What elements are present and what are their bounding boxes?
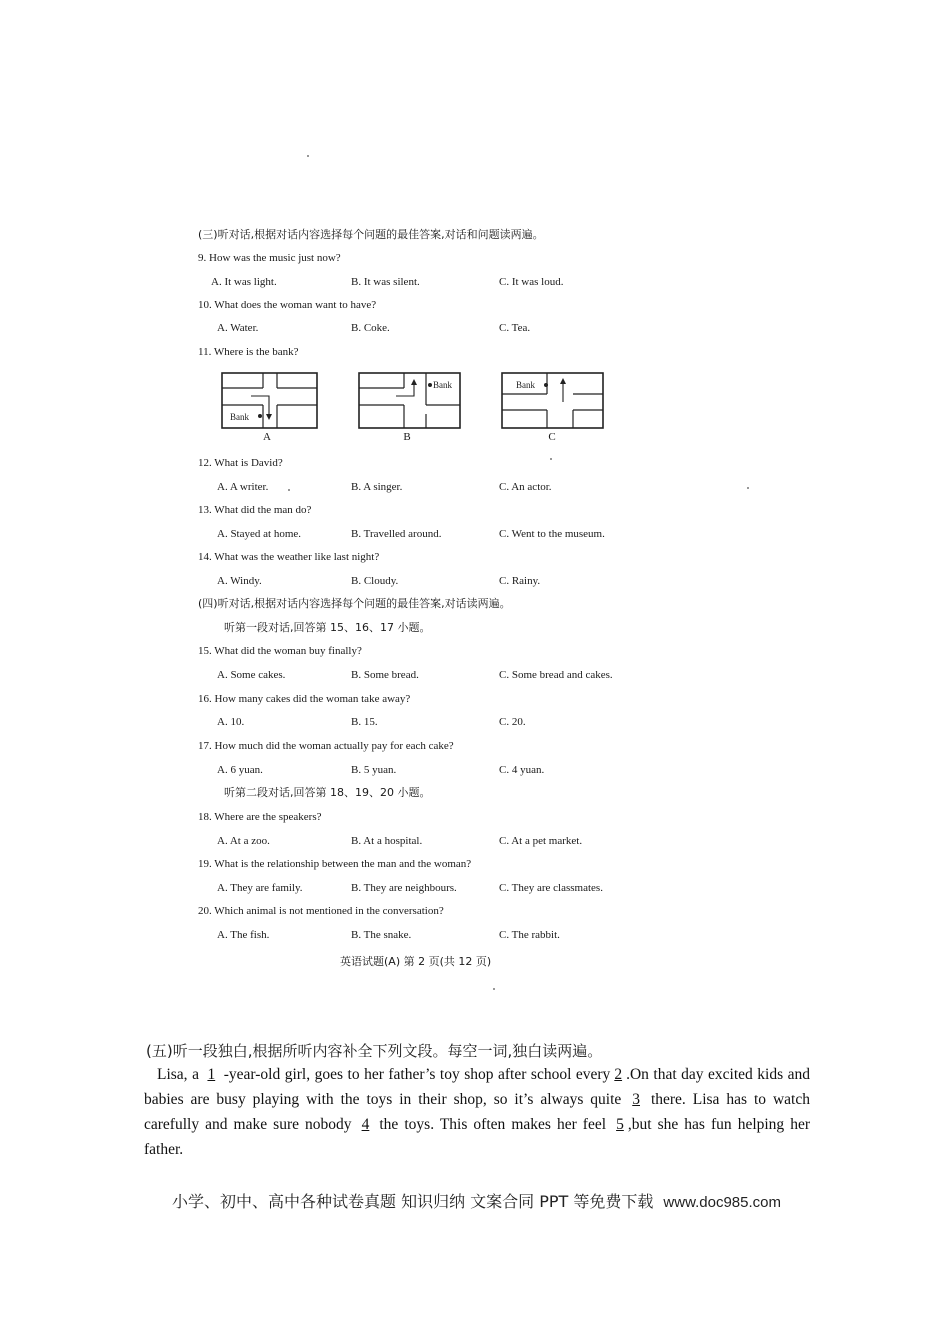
q17-option-b: B. 5 yuan. <box>351 764 397 776</box>
q14-option-c: C. Rainy. <box>499 575 541 587</box>
q20-option-a: A. The fish. <box>217 929 270 941</box>
passage-text: .On that day excited kids and babies are busy playing with the toys in their shop, so it’s always quite <box>144 1066 810 1108</box>
q16-option-b: B. 15. <box>351 716 378 728</box>
question-16: 16. How many cakes did the woman take away? <box>198 693 411 705</box>
ad-url-link[interactable]: www.doc985.com <box>663 1194 781 1211</box>
bank-label-c: Bank <box>516 380 535 390</box>
blank-1: 1 <box>207 1066 216 1083</box>
question-12: 12. What is David? <box>198 457 283 469</box>
question-19: 19. What is the relationship between the man and the woman? <box>198 858 472 870</box>
page-footer: 英语试题(A) 第 2 页(共 12 页) <box>340 955 492 968</box>
question-17: 17. How much did the woman actually pay for each cake? <box>198 740 454 752</box>
q19-option-b: B. They are neighbours. <box>351 882 457 894</box>
question-10: 10. What does the woman want to have? <box>198 299 377 311</box>
q18-option-b: B. At a hospital. <box>351 835 423 847</box>
q12-option-b: B. A singer. <box>351 481 403 493</box>
q17-option-a: A. 6 yuan. <box>217 764 263 776</box>
section4-sub2: 听第二段对话,回答第 18、19、20 小题。 <box>224 786 431 799</box>
q13-option-a: A. Stayed at home. <box>217 528 302 540</box>
section4-sub1: 听第一段对话,回答第 15、16、17 小题。 <box>224 621 431 634</box>
question-18: 18. Where are the speakers? <box>198 811 322 823</box>
q19-option-a: A. They are family. <box>217 882 303 894</box>
q15-option-b: B. Some bread. <box>351 669 419 681</box>
scan-speck <box>493 988 495 990</box>
question-15: 15. What did the woman buy finally? <box>198 645 362 657</box>
map-label-a: A <box>263 431 271 443</box>
scan-speck <box>307 155 309 157</box>
question-14: 14. What was the weather like last night? <box>198 551 380 563</box>
q15-option-a: A. Some cakes. <box>217 669 286 681</box>
map-label-c: C <box>548 431 556 443</box>
scan-speck <box>747 487 749 489</box>
q9-option-c: C. It was loud. <box>499 276 564 288</box>
question-9: 9. How was the music just now? <box>198 252 341 264</box>
q12-option-a: A. A writer. <box>217 481 269 493</box>
question-20: 20. Which animal is not mentioned in the conversation? <box>198 905 444 917</box>
passage-text: Lisa, a <box>157 1066 204 1083</box>
ad-text: 小学、初中、高中各种试卷真题 知识归纳 文案合同 PPT 等免费下载 <box>172 1192 654 1211</box>
map-label-b: B <box>403 431 411 443</box>
bank-label-b: Bank <box>433 380 452 390</box>
q15-option-c: C. Some bread and cakes. <box>499 669 613 681</box>
q18-option-a: A. At a zoo. <box>217 835 270 847</box>
q9-option-a: A. It was light. <box>211 276 277 288</box>
map-option-a <box>221 372 319 430</box>
download-ad-line <box>172 1189 781 1212</box>
q13-option-b: B. Travelled around. <box>351 528 442 540</box>
q20-option-b: B. The snake. <box>351 929 412 941</box>
passage-text: the toys. This often makes her feel <box>373 1116 613 1133</box>
q16-option-c: C. 20. <box>499 716 526 728</box>
q14-option-a: A. Windy. <box>217 575 262 587</box>
section4-header: (四)听对话,根据对话内容选择每个问题的最佳答案,对话读两遍。 <box>198 597 511 610</box>
blank-3: 3 <box>632 1091 640 1108</box>
q10-option-b: B. Coke. <box>351 322 390 334</box>
blank-4: 4 <box>361 1116 370 1133</box>
q17-option-c: C. 4 yuan. <box>499 764 545 776</box>
q13-option-c: C. Went to the museum. <box>499 528 605 540</box>
passage-text: -year-old girl, goes to her father’s toy shop after school every <box>219 1066 611 1083</box>
passage-text: ,but she has fun helping her father. <box>144 1116 811 1158</box>
blank-2: 2 <box>614 1066 623 1083</box>
q14-option-b: B. Cloudy. <box>351 575 399 587</box>
map-option-c <box>501 372 605 430</box>
blank-5: 5 <box>616 1116 624 1133</box>
question-13: 13. What did the man do? <box>198 504 312 516</box>
section3-header: (三)听对话,根据对话内容选择每个问题的最佳答案,对话和问题读两遍。 <box>198 228 544 241</box>
section5-header: (五)听一段独白,根据所听内容补全下列文段。每空一词,独白读两遍。 <box>146 1042 603 1060</box>
scan-speck <box>288 489 290 491</box>
scan-speck <box>550 458 552 460</box>
q10-option-c: C. Tea. <box>499 322 531 334</box>
bank-label-a: Bank <box>230 412 249 422</box>
q9-option-b: B. It was silent. <box>351 276 420 288</box>
q18-option-c: C. At a pet market. <box>499 835 583 847</box>
map-option-b <box>358 372 462 430</box>
cloze-passage <box>144 1062 810 1162</box>
q16-option-a: A. 10. <box>217 716 245 728</box>
passage-text: there. Lisa has to watch carefully and make sure nobody <box>144 1091 810 1133</box>
question-11: 11. Where is the bank? <box>198 346 299 358</box>
q20-option-c: C. The rabbit. <box>499 929 560 941</box>
q10-option-a: A. Water. <box>217 322 259 334</box>
q19-option-c: C. They are classmates. <box>499 882 603 894</box>
q12-option-c: C. An actor. <box>499 481 552 493</box>
